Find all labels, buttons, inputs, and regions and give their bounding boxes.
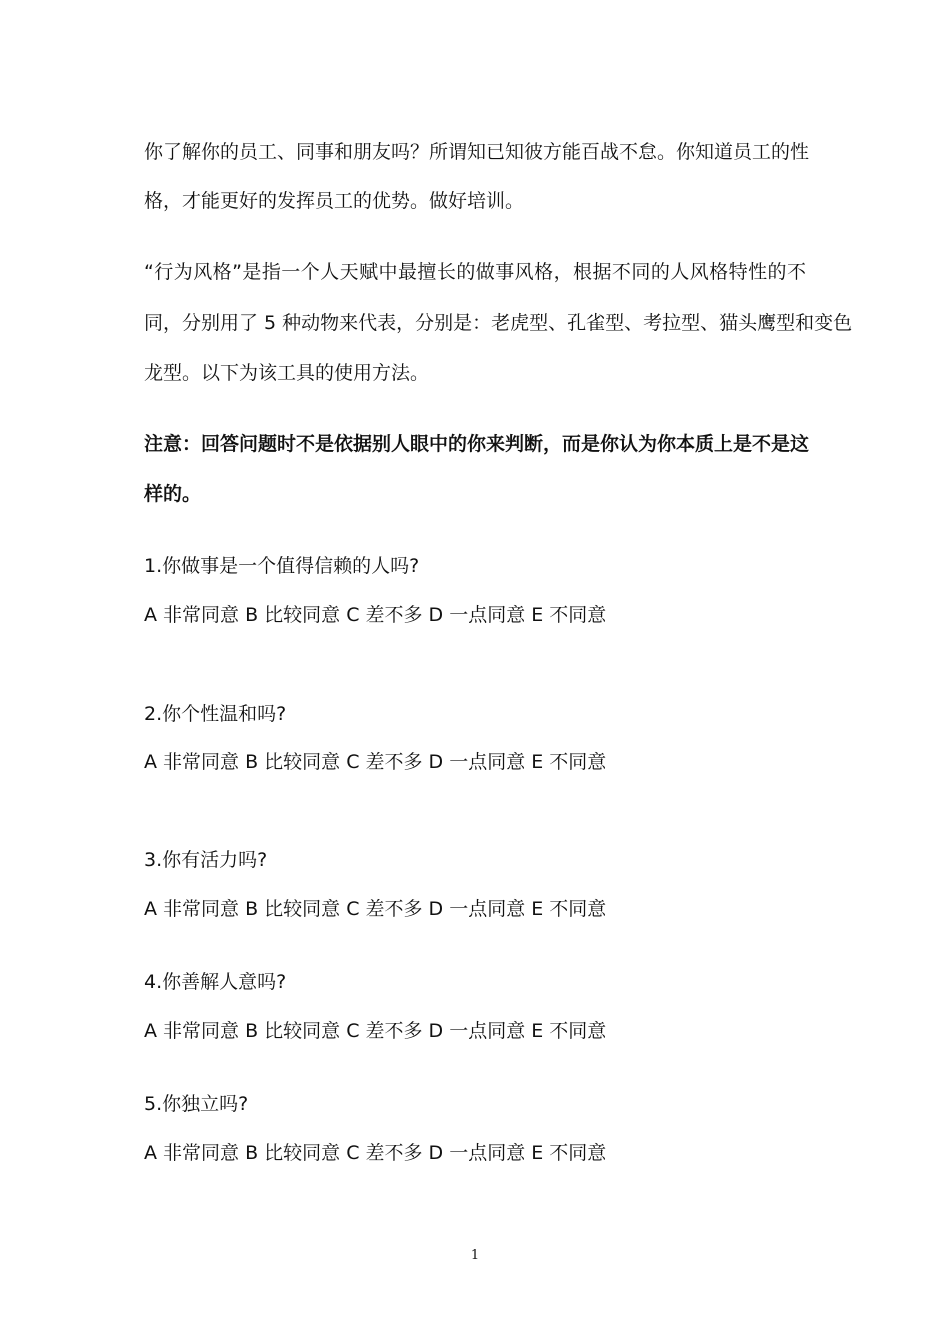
description-line-1: “行为风格”是指一个人天赋中最擅长的做事风格，根据不同的人风格特性的不 <box>144 261 806 283</box>
question-1-options: A 非常同意 B 比较同意 C 差不多 D 一点同意 E 不同意 <box>144 604 607 626</box>
question-3: 3.你有活力吗? <box>144 849 268 871</box>
question-3-options: A 非常同意 B 比较同意 C 差不多 D 一点同意 E 不同意 <box>144 898 607 920</box>
question-1: 1.你做事是一个值得信赖的人吗? <box>144 555 420 577</box>
question-5-options: A 非常同意 B 比较同意 C 差不多 D 一点同意 E 不同意 <box>144 1142 607 1164</box>
intro-line-1: 你了解你的员工、同事和朋友吗？所谓知已知彼方能百战不怠。你知道员工的性 <box>144 141 810 163</box>
description-line-2: 同，分别用了 5 种动物来代表，分别是：老虎型、孔雀型、考拉型、猫头鹰型和变色 <box>144 312 853 334</box>
page-number: 1 <box>470 1248 480 1263</box>
question-4-options: A 非常同意 B 比较同意 C 差不多 D 一点同意 E 不同意 <box>144 1020 607 1042</box>
question-5: 5.你独立吗? <box>144 1093 249 1115</box>
question-2-options: A 非常同意 B 比较同意 C 差不多 D 一点同意 E 不同意 <box>144 751 607 773</box>
question-2: 2.你个性温和吗? <box>144 703 287 725</box>
notice-line-2: 样的。 <box>144 483 202 505</box>
question-4: 4.你善解人意吗? <box>144 971 287 993</box>
description-line-3: 龙型。以下为该工具的使用方法。 <box>144 362 430 384</box>
notice-line-1: 注意：回答问题时不是依据别人眼中的你来判断，而是你认为你本质上是不是这 <box>144 433 810 455</box>
intro-line-2: 格，才能更好的发挥员工的优势。做好培训。 <box>144 190 525 212</box>
